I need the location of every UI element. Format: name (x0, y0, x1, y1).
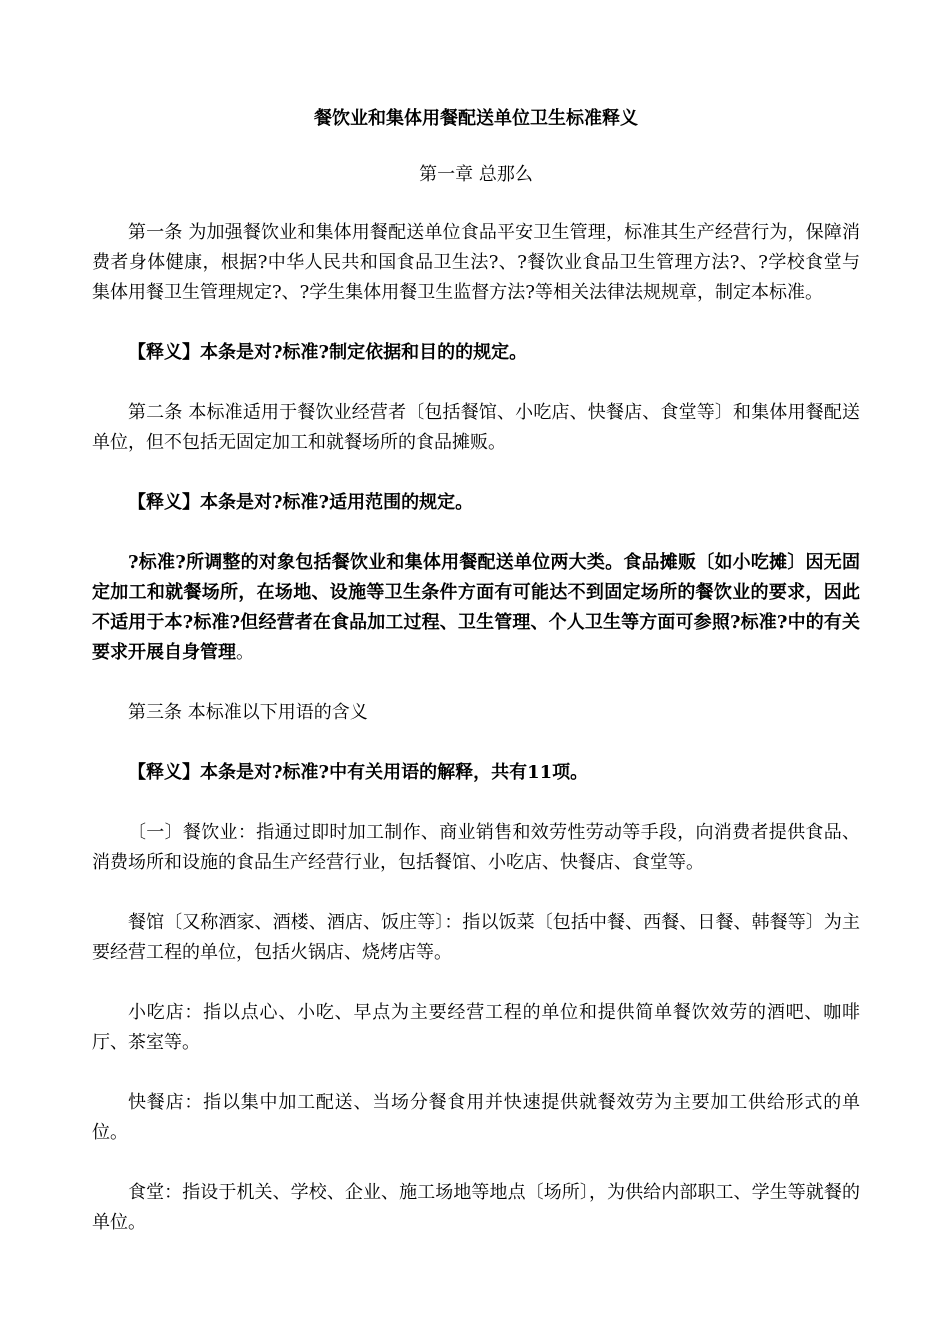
chapter-heading: 第一章 总那么 (419, 164, 533, 185)
definition-catering: 〔一〕餐饮业：指通过即时加工制作、商业销售和效劳性劳动等手段，向消费者提供食品、消费场所和设施的食品生产经营行业，包括餐馆、小吃店、快餐店、食堂等。 (92, 822, 860, 873)
interpretation-1: 【释义】本条是对?标准?制定依据和目的的规定。 (128, 342, 528, 363)
definition-snack-bar: 小吃店：指以点心、小吃、早点为主要经营工程的单位和提供简单餐饮效劳的酒吧、咖啡厅、茶室等。 (92, 1002, 860, 1053)
article-1: 第一条 为加强餐饮业和集体用餐配送单位食品平安卫生管理，标准其生产经营行为，保障消费者身体健康，根据?中华人民共和国食品卫生法?、?餐饮业食品卫生管理方法?、?学校食堂与集体用餐卫生管理规定?、?学生集体用餐卫生监督方法?等相关法律法规规章，制定本标准。 (92, 222, 860, 303)
interpretation-2-detail-text: ?标准?所调整的对象包括餐饮业和集体用餐配送单位两大类。食品摊贩〔如小吃摊〕因无固定加工和就餐场所，在场地、设施等卫生条件方面有可能达不到固定场所的餐饮业的要求，因此不适用于本?标准?但经营者在食品加工过程、卫生管理、个人卫生等方面可参照?标准?中的有关要求开展自身管理 (92, 552, 860, 663)
interpretation-2: 【释义】本条是对?标准?适用范围的规定。 (128, 492, 474, 513)
definition-restaurant: 餐馆〔又称酒家、酒楼、酒店、饭庄等〕：指以饭菜〔包括中餐、西餐、日餐、韩餐等〕为主要经营工程的单位，包括火锅店、烧烤店等。 (92, 912, 860, 963)
definition-canteen: 食堂：指设于机关、学校、企业、施工场地等地点〔场所〕，为供给内部职工、学生等就餐的单位。 (92, 1182, 860, 1233)
document-title: 餐饮业和集体用餐配送单位卫生标准释义 (314, 108, 638, 129)
article-3: 第三条 本标准以下用语的含义 (128, 702, 368, 723)
document-page (92, 96, 860, 1238)
article-2: 第二条 本标准适用于餐饮业经营者〔包括餐馆、小吃店、快餐店、食堂等〕和集体用餐配送单位，但不包括无固定加工和就餐场所的食品摊贩。 (92, 402, 860, 453)
definition-fast-food: 快餐店：指以集中加工配送、当场分餐食用并快速提供就餐效劳为主要加工供给形式的单位。 (92, 1092, 860, 1143)
interpretation-3: 【释义】本条是对?标准?中有关用语的解释，共有11项。 (128, 762, 589, 783)
interpretation-2-detail (92, 548, 860, 668)
interpretation-2-detail-end: 。 (236, 642, 254, 663)
